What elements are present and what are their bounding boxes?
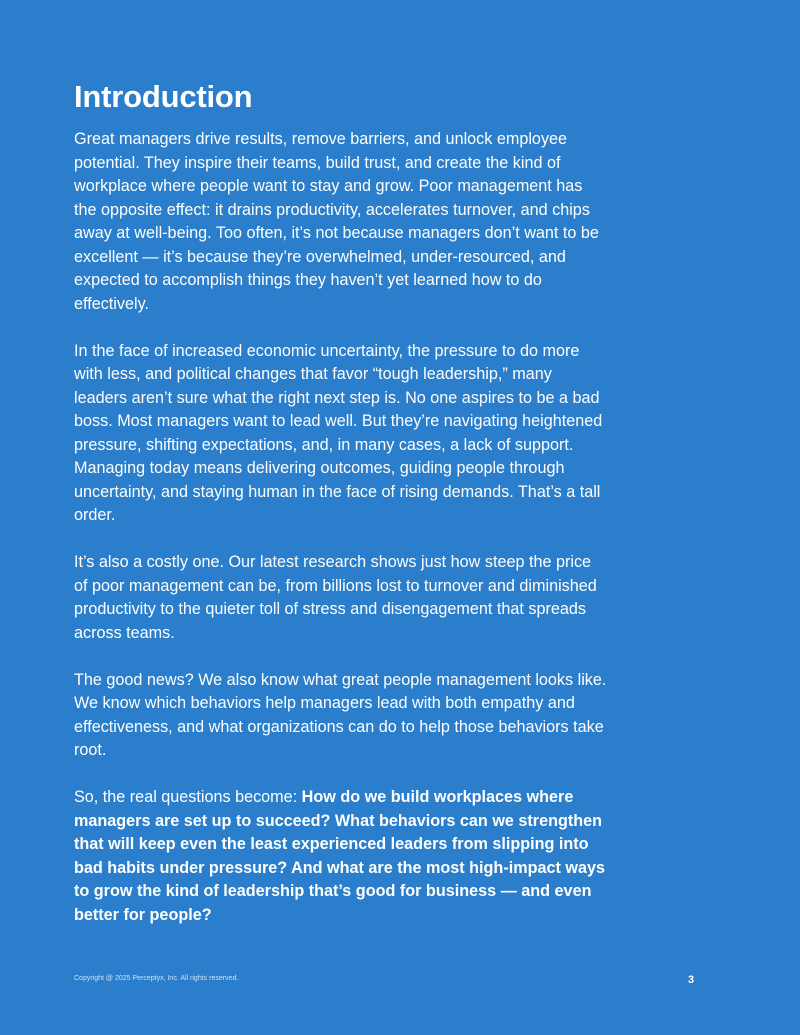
paragraph-3: It’s also a costly one. Our latest research shows just how steep the price of poor management can be, from billions lost to turnover and diminished productivity to the quieter toll of stress and disengagement that spreads across teams.: [74, 553, 597, 642]
paragraph-1: Great managers drive results, remove barriers, and unlock employee potential. They inspire their teams, build trust, and create the kind of workplace where people want to stay and grow. Poor management has the opposite effect: it drains productivity, accelerates turnover, and chips away at well-being. Too often, it’s not because managers don’t want to be excellent — it’s because they’re overwhelmed, under-resourced, and expected to accomplish things they haven’t yet learned how to do effectively.: [74, 130, 599, 313]
copyright-notice: Copyright @ 2025 Perceptyx, Inc. All rights reserved.: [74, 975, 239, 982]
body-text: [74, 128, 609, 951]
page-title: Introduction: [74, 79, 253, 114]
paragraph-2: In the face of increased economic uncertainty, the pressure to do more with less, and political changes that favor “tough leadership,” many leaders aren’t sure what the right next step is. No one aspires to be a bad boss. Most managers want to lead well. But they’re navigating heightened pressure, shifting expectations, and, in many cases, a lack of support. Managing today means delivering outcomes, guiding people through uncertainty, and staying human in the face of rising demands. That’s a tall order.: [74, 341, 603, 524]
page-number: 3: [688, 974, 695, 986]
closing-lead: So, the real questions become:: [74, 788, 302, 806]
paragraph-4: The good news? We also know what great people management looks like. We know which behaviors help managers lead with both empathy and effectiveness, and what organizations can do to help those behaviors take root.: [74, 670, 607, 759]
closing-questions: How do we build workplaces where managers are set up to succeed? What behaviors can we strengthen that will keep even the least experienced leaders from slipping into bad habits under pressure? And what are the most high-impact ways to grow the kind of leadership that’s good for business — and even better for people?: [74, 788, 605, 924]
closing-paragraph: [74, 786, 609, 927]
